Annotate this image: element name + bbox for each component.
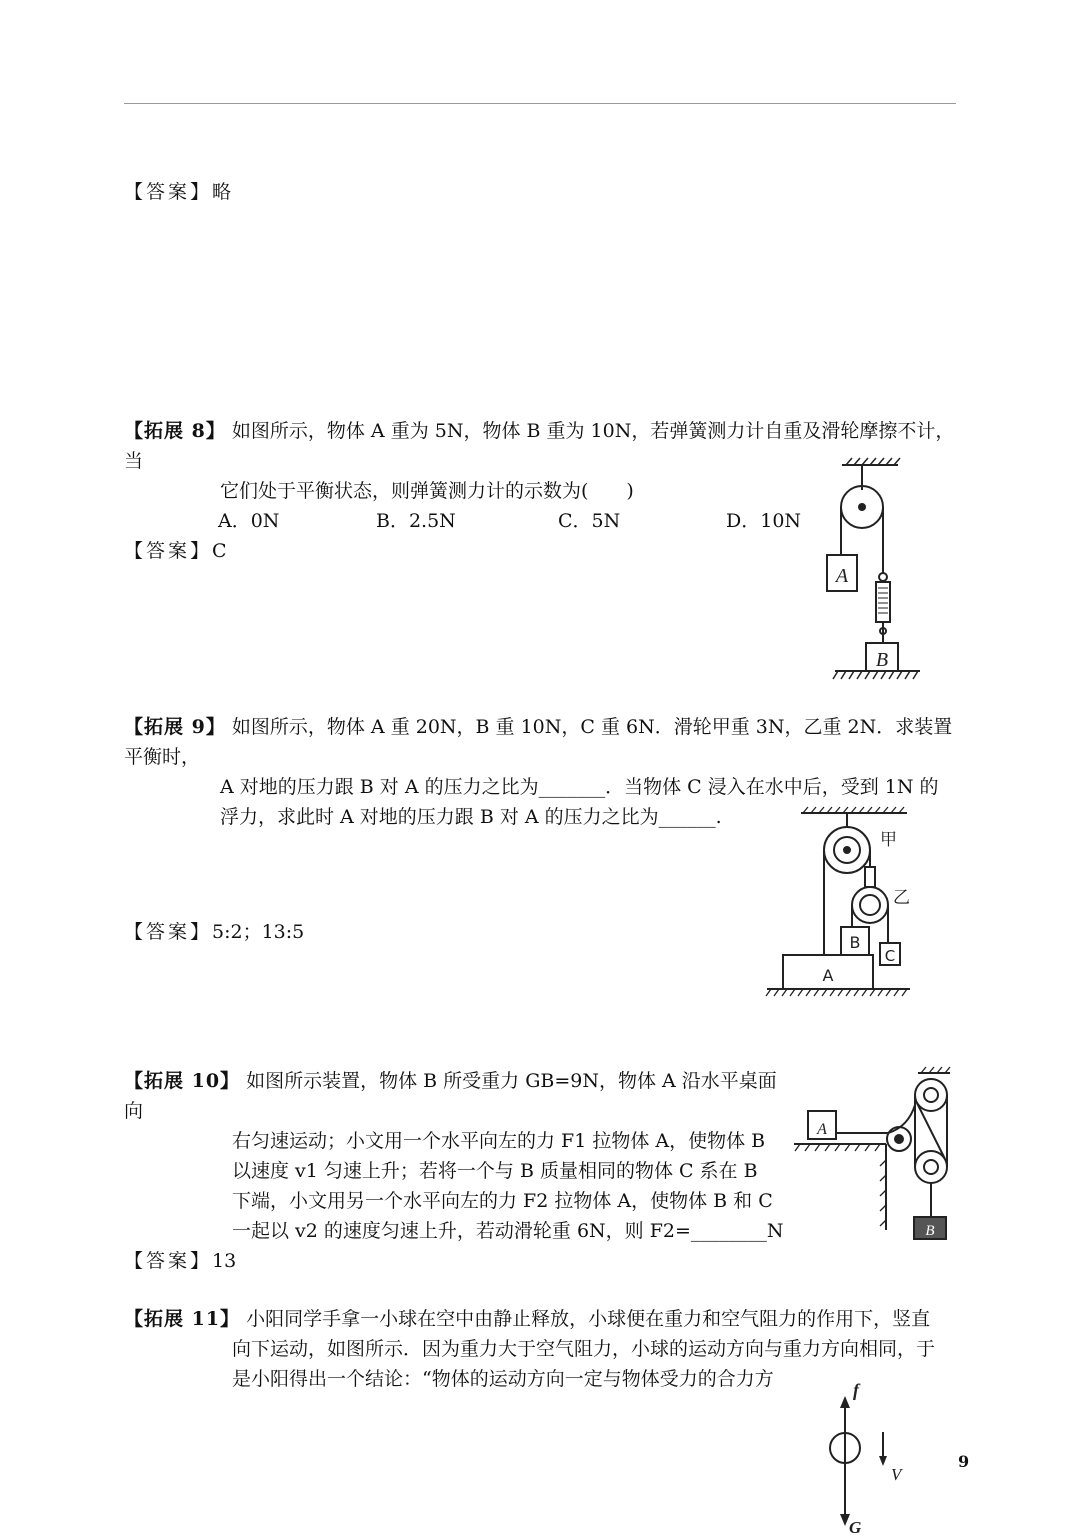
pulley-figure-8 (820, 455, 930, 685)
pulley-yi (852, 887, 888, 923)
label-b: B (849, 933, 861, 952)
question-text: 如图所示装置，物体 B 所受重力 GB=9N，物体 A 沿水平桌面向 (124, 1070, 777, 1122)
answer-label: 【答案】 (124, 1250, 213, 1272)
question-label: 【拓展 11】 (124, 1308, 241, 1330)
question-text: 小阳同学手拿一小球在空中由静止释放，小球便在重力和空气阻力的作用下，竖直 (246, 1308, 931, 1330)
answer-text: 略 (212, 181, 232, 203)
header-rule (124, 103, 956, 104)
pulley-yi-inner (860, 895, 880, 915)
label-c: C (884, 947, 896, 965)
answer-text: C (212, 540, 227, 562)
question-label: 【拓展 9】 (124, 716, 226, 738)
option-a: A．0N (218, 510, 280, 532)
label-b: B (925, 1223, 935, 1239)
answer-9 (124, 917, 304, 947)
ceiling-hatch (846, 458, 900, 465)
option-d: D．10N (726, 510, 802, 532)
option-c: C．5N (558, 510, 621, 532)
label-b: B (875, 649, 889, 671)
label-g: G (849, 1518, 862, 1535)
question-text: 以速度 v1 匀速上升；若将一个与 B 质量相同的物体 C 系在 B (232, 1160, 758, 1182)
spring-coil (878, 588, 888, 613)
question-text: 向下运动，如图所示．因为重力大于空气阻力，小球的运动方向与重力方向相同，于 (232, 1338, 936, 1360)
table-hatch (795, 1144, 886, 1226)
movable-pulley (915, 1151, 947, 1183)
question-text: 一起以 v2 的速度匀速上升，若动滑轮重 6N，则 F2=________N (232, 1220, 784, 1242)
question-text: 浮力，求此时 A 对地的压力跟 B 对 A 的压力之比为______. (220, 806, 722, 828)
answer-label: 【答案】 (124, 181, 213, 203)
pulley-figure-9 (765, 805, 915, 1000)
pulley-axle (859, 504, 865, 510)
question-label: 【拓展 8】 (124, 420, 226, 442)
velocity-arrow-icon (879, 1456, 887, 1466)
ground-hatch (833, 671, 918, 679)
arrow-up-icon (840, 1396, 850, 1408)
question-text: 它们处于平衡状态，则弹簧测力计的示数为( ) (220, 480, 634, 502)
label-jia: 甲 (880, 830, 897, 850)
question-text: 是小阳得出一个结论：“物体的运动方向一定与物体受力的合力方 (232, 1368, 774, 1390)
label-yi: 乙 (893, 888, 910, 908)
movable-pulley-inner (924, 1160, 938, 1174)
question-10 (124, 1066, 784, 1276)
label-f: f (853, 1380, 859, 1400)
question-text: 下端，小文用另一个水平向左的力 F2 拉物体 A，使物体 B 和 C (232, 1190, 773, 1212)
answer-label: 【答案】 (124, 921, 213, 943)
spring-hook-top (879, 573, 887, 581)
question-text: 如图所示，物体 A 重为 5N，物体 B 重为 10N，若弹簧测力计自重及滑轮摩擦不计，当 (124, 420, 955, 472)
question-text: 如图所示，物体 A 重 20N，B 重 10N，C 重 6N．滑轮甲重 3N，乙重 2N．求装置平衡时， (124, 716, 953, 768)
label-a: A (817, 1121, 827, 1138)
table-pulley-axle (895, 1135, 903, 1143)
pulley-figure-10 (790, 1065, 955, 1245)
question-text: A 对地的压力跟 B 对 A 的压力之比为_______．当物体 C 浸入在水中后，受到 1N 的 (220, 776, 939, 798)
question-text: 右匀速运动；小文用一个水平向左的力 F1 拉物体 A，使物体 B (232, 1130, 766, 1152)
answer-text: 13 (212, 1250, 237, 1272)
label-a: A (835, 565, 849, 587)
ground-hatch (766, 989, 907, 996)
fixed-pulley-inner (924, 1088, 938, 1102)
page-number: 9 (958, 1452, 970, 1471)
label-a: A (822, 966, 834, 985)
option-b: B．2.5N (376, 510, 456, 532)
answer-label: 【答案】 (124, 540, 213, 562)
force-figure-11 (815, 1380, 915, 1535)
fixed-pulley (915, 1079, 947, 1111)
label-v: V (891, 1465, 902, 1484)
answer-text: 5:2；13:5 (212, 921, 305, 943)
pulley-yi-frame (865, 867, 875, 887)
pulley-jia-axle (844, 847, 850, 853)
question-label: 【拓展 10】 (124, 1070, 241, 1092)
answer-top (124, 177, 231, 207)
